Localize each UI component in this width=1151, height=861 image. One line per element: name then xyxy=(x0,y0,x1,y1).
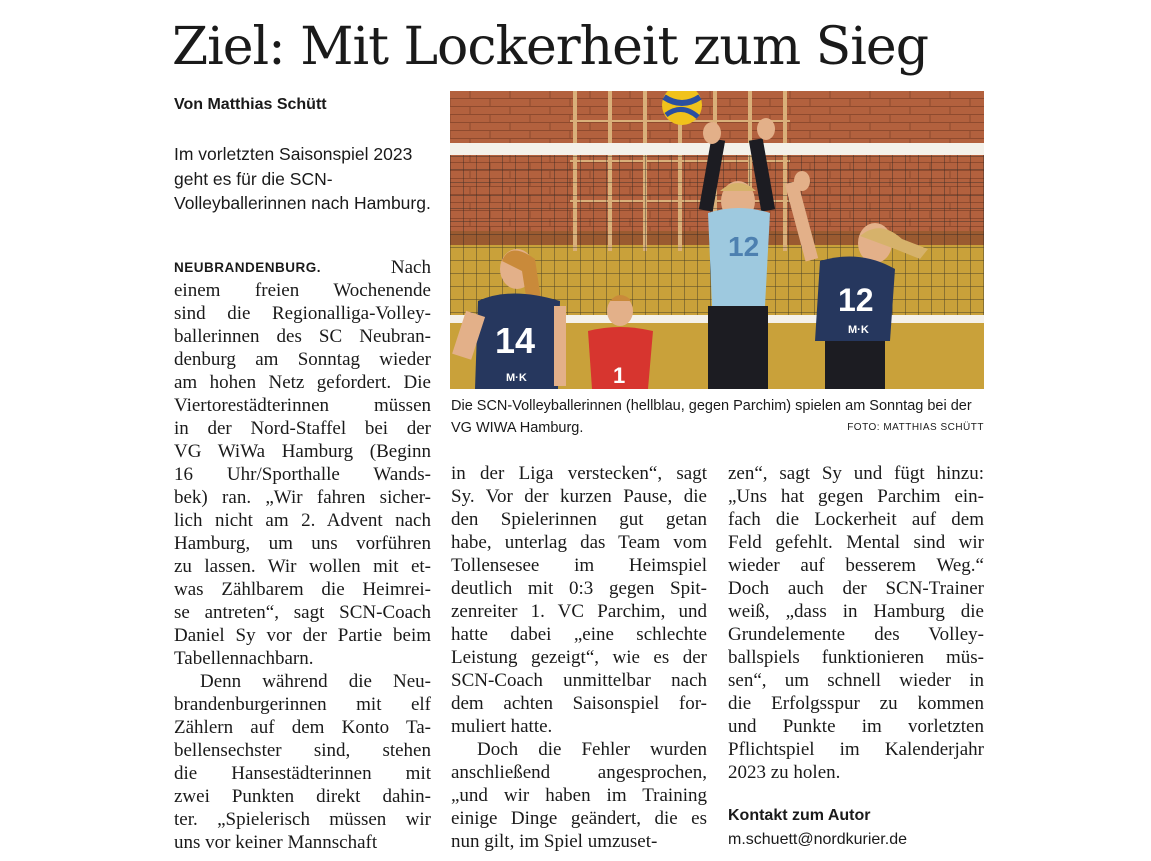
text-line: Leistung gezeigt“, wie es der xyxy=(451,647,707,668)
jersey-text: M·K xyxy=(506,372,527,384)
text-line: weiß, „dass in Hamburg die xyxy=(728,601,984,622)
text-line: dem achten Saisonspiel for- xyxy=(451,693,707,714)
photo-caption xyxy=(451,396,984,439)
volleyball-photo xyxy=(450,91,984,389)
text-line: die Erfolgsspur zu kommen xyxy=(728,693,984,714)
article-column-3 xyxy=(728,462,984,784)
text-line: sen“, um schnell wieder in xyxy=(728,670,984,691)
text-line: ballerinnen des SC Neubran- xyxy=(174,326,431,347)
dateline: NEUBRANDENBURG. xyxy=(174,260,322,275)
text-line: zen“, sagt Sy und fügt hinzu: xyxy=(728,463,984,484)
text-line: ballspiels funktionieren müs- xyxy=(728,647,984,668)
text-line: einige Dinge geändert, die es xyxy=(451,808,707,829)
text-line: 2023 zu holen. xyxy=(728,762,841,783)
text-line: Viertorestädterinnen müssen xyxy=(174,395,431,416)
article-column-1 xyxy=(174,256,431,854)
text-line: lich nicht am 2. Advent nach xyxy=(174,510,431,531)
text-line: am hohen Netz gefordert. Die xyxy=(174,372,431,393)
jersey-number: 14 xyxy=(495,320,536,361)
text-line: zu lassen. Wir wollen mit et- xyxy=(174,556,431,577)
text-line: Daniel Sy vor der Partie beim xyxy=(174,625,431,646)
text-line: Grundelemente des Volley- xyxy=(728,624,984,645)
text-line: 16 Uhr/Sporthalle Wands- xyxy=(174,464,431,485)
text-line: deutlich mit 0:3 gegen Spit- xyxy=(451,578,707,599)
text-line: bellensechster sind, stehen xyxy=(174,740,431,761)
text-line: muliert hatte. xyxy=(451,716,553,737)
text-line: Tabellennachbarn. xyxy=(174,648,314,669)
text-line: in der Nord-Staffel bei der xyxy=(174,418,431,439)
photo-credit: FOTO: MATTHIAS SCHÜTT xyxy=(847,421,984,433)
text-line: Doch auch der SCN-Trainer xyxy=(728,578,984,599)
text-line: den Spielerinnen gut getan xyxy=(451,509,707,530)
text-line: hatte dabei „eine schlechte xyxy=(451,624,707,645)
text-line: nun gilt, im Spiel umzuset- xyxy=(451,831,658,852)
text-line: se antreten“, sagt SCN-Coach xyxy=(174,602,431,623)
text-line: Feld gefehlt. Mental sind wir xyxy=(728,532,984,553)
article-column-2 xyxy=(451,462,707,853)
teaser: Im vorletzten Saisonspiel 2023 geht es für die SCN-Volleyballerinnen nach Hamburg. xyxy=(174,144,431,213)
text-line: die Hansestädterinnen mit xyxy=(174,763,431,784)
text-line: VG WiWa Hamburg (Beginn xyxy=(174,441,431,462)
text-line: Tollensesee im Heimspiel xyxy=(451,555,707,576)
text-line xyxy=(174,256,431,279)
text-line: einem freien Wochenende xyxy=(174,280,431,301)
text-line: SCN-Coach unmittelbar nach xyxy=(451,670,707,691)
contact-email-link[interactable]: m.schuett@nordkurier.de xyxy=(728,831,907,848)
text-line: Denn während die Neu- xyxy=(200,671,431,692)
text-line: was Zählbarem die Heimrei- xyxy=(174,579,431,600)
text-line: und Punkte im vorletzten xyxy=(728,716,984,737)
text-line: zenreiter 1. VC Parchim, und xyxy=(451,601,707,622)
text-line: fach die Lockerheit auf dem xyxy=(728,509,984,530)
jersey-number: 12 xyxy=(838,282,874,318)
text-line: zwei Punkten direkt dahin- xyxy=(174,786,431,807)
headline: Ziel: Mit Lockerheit zum Sieg xyxy=(172,17,928,77)
jersey-text: M·K xyxy=(848,324,869,336)
caption-text: Die SCN-Volleyballerinnen (hellblau, gegen Parchim) spielen am Sonntag bei der VG WIWA Hamburg. xyxy=(451,398,972,436)
article-photo xyxy=(450,91,984,389)
text-line: anschließend angesprochen, xyxy=(451,762,707,783)
text-line: denburg am Sonntag wieder xyxy=(174,349,431,370)
text-line: habe, unterlag das Team vom xyxy=(451,532,707,553)
text-line: in der Liga verstecken“, sagt xyxy=(451,463,707,484)
jersey-number: 12 xyxy=(728,231,760,262)
text-line: brandenburgerinnen mit elf xyxy=(174,694,431,715)
text-line: Zählern auf dem Konto Ta- xyxy=(174,717,431,738)
text-line: sind die Regionalliga-Volley- xyxy=(174,303,431,324)
text-line: Doch die Fehler wurden xyxy=(477,739,707,760)
text-line: Sy. Vor der kurzen Pause, die xyxy=(451,486,707,507)
text-line: „Uns hat gegen Parchim ein- xyxy=(728,486,984,507)
text-line: Hamburg, um uns vorführen xyxy=(174,533,431,554)
text-line: bek) ran. „Wir fahren sicher- xyxy=(174,487,431,508)
text-line: ter. „Spielerisch müssen wir xyxy=(174,809,431,830)
text-line-rest: Nach xyxy=(390,257,431,278)
text-line: Pflichtspiel im Kalenderjahr xyxy=(728,739,984,760)
text-line: uns vor keiner Mannschaft xyxy=(174,832,378,853)
jersey-number: 1 xyxy=(613,363,626,388)
contact-label: Kontakt zum Autor xyxy=(728,807,871,824)
byline: Von Matthias Schütt xyxy=(174,96,327,113)
text-line: wieder auf besserem Weg.“ xyxy=(728,555,984,576)
text-line: „und wir haben im Training xyxy=(451,785,707,806)
